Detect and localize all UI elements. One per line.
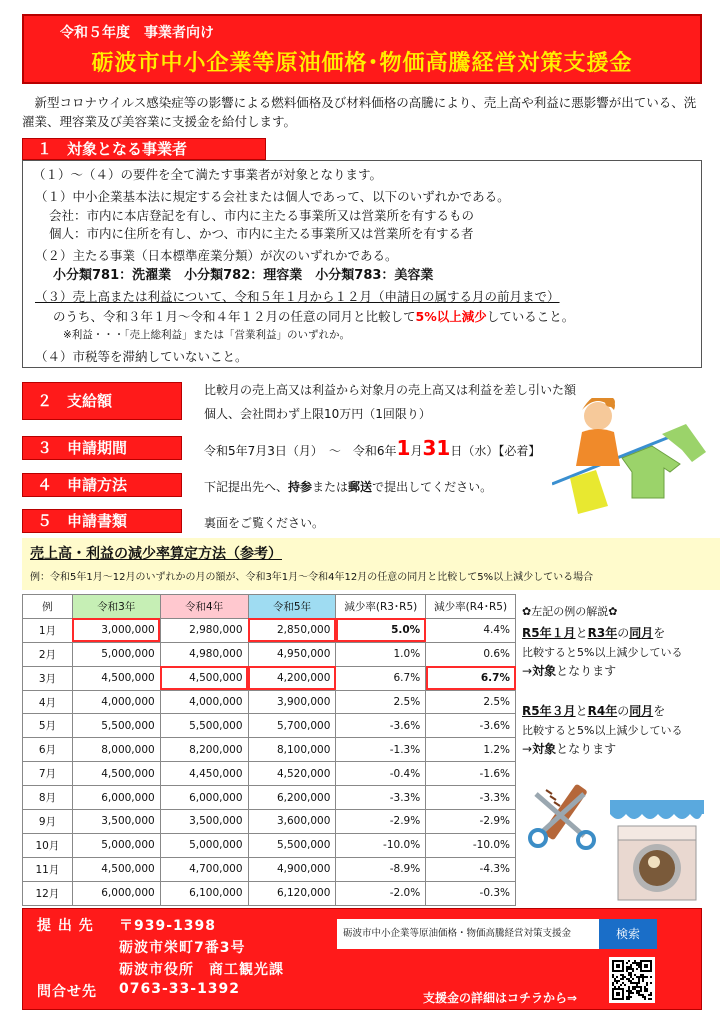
table-row [23,738,516,762]
value-cell: 3,500,000 [160,810,248,834]
req1-individual: 個人：市内に住所を有し、かつ、市内に主たる事業所又は営業所を有する者 [49,226,474,241]
postal-code: 〒939-1398 [119,918,216,934]
value-cell: -2.9% [426,810,516,834]
table-header-row [23,595,516,619]
col-r4: 令和4年 [160,595,248,619]
address: 砺波市栄町7番3号 [119,940,246,956]
qr-code[interactable] [609,957,655,1003]
section2-heading: ２ 支給額 [22,382,182,420]
amount-text-1: 比較月の売上高又は利益から対象月の売上高又は利益を差し引いた額 [204,383,577,397]
search-button[interactable]: 検索 [599,919,657,949]
office-name: 砺波市役所 商工観光課 [119,962,284,978]
title-banner [22,14,702,84]
value-cell: -3.3% [336,786,426,810]
section5-heading: ５ 申請書類 [22,509,182,533]
value-cell: 8,000,000 [72,738,160,762]
value-cell: 0.6% [426,642,516,666]
req3-note: ※利益・・・「売上総利益」または「営業利益」のいずれか。 [63,329,351,341]
col-rate-r4r5: 減少率(R4･R5) [426,595,516,619]
month-cell: 10月 [23,833,73,857]
value-cell: 6,120,000 [248,881,336,905]
value-cell: 4,520,000 [248,762,336,786]
value-cell: 5,500,000 [160,714,248,738]
reference-subtitle: 例：令和5年1月～12月のいずれかの月の額が、令和3年1月～令和4年12月の任意の同月と比較して5%以上減少している場合 [30,572,594,583]
col-r3: 令和3年 [72,595,160,619]
value-cell: 5,500,000 [72,714,160,738]
details-link[interactable]: 支援金の詳細はコチラから⇒ [423,991,578,1005]
washing-machine-icon [608,800,706,902]
contact-label: 問合せ先 [37,984,97,1000]
value-cell: -3.6% [336,714,426,738]
value-cell: -1.3% [336,738,426,762]
col-r5: 令和5年 [248,595,336,619]
qr-code-icon [612,960,652,1000]
eligibility-box [22,160,702,368]
table-row [23,762,516,786]
fiscal-year-label: 令和５年度 事業者向け [60,25,214,41]
value-cell: 4,980,000 [160,642,248,666]
page-title: 砺波市中小企業等原油価格･物価高騰経営対策支援金 [91,51,633,76]
value-cell: 6,100,000 [160,881,248,905]
value-cell: 5,000,000 [72,833,160,857]
value-cell: 4.4% [426,618,516,642]
month-cell: 7月 [23,762,73,786]
application-method: 下記提出先へ、持参または郵送で提出してください。 [204,480,493,494]
req1: （１）中小企業基本法に規定する会社または個人であって、以下のいずれかである。 [35,189,510,204]
value-cell: -3.6% [426,714,516,738]
amount-text-2: 個人、会社問わず上限10万円（1回限り） [204,407,431,421]
sparkle-icon: ✿ [522,605,532,618]
value-cell: 6,000,000 [160,786,248,810]
value-cell: 5,000,000 [72,642,160,666]
value-cell: 2,850,000 [248,618,336,642]
table-row [23,810,516,834]
value-cell: 6.7% [426,666,516,690]
value-cell: -2.0% [336,881,426,905]
decrease-threshold: 5%以上減少 [415,309,487,324]
table-row [23,714,516,738]
value-cell: -8.9% [336,857,426,881]
value-cell: 4,900,000 [248,857,336,881]
value-cell: 4,500,000 [72,762,160,786]
laundry-woman-illustration [552,398,716,522]
value-cell: 2.5% [426,690,516,714]
value-cell: -10.0% [336,833,426,857]
month-cell: 11月 [23,857,73,881]
section3-heading: ３ 申請期間 [22,436,182,460]
value-cell: 8,200,000 [160,738,248,762]
value-cell: 4,700,000 [160,857,248,881]
value-cell: 3,500,000 [72,810,160,834]
application-documents: 裏面をご覧ください。 [204,516,325,530]
value-cell: 2,980,000 [160,618,248,642]
value-cell: -0.4% [336,762,426,786]
section4-heading: ４ 申請方法 [22,473,182,497]
value-cell: 5,500,000 [248,833,336,857]
req3-detail: のうち、令和３年１月～令和４年１２月の任意の同月と比較して5%以上減少していること。 [53,309,575,324]
req2: （２）主たる事業（日本標準産業分類）が次のいずれかである。 [35,248,398,263]
scissors-comb-icon [522,774,602,854]
value-cell: 6,000,000 [72,881,160,905]
explanation-title: ✿左記の例の解説✿ [522,605,618,618]
req1-company: 会社：市内に本店登記を有し、市内に主たる事業所又は営業所を有するもの [49,208,475,223]
decrease-rate-table [22,594,516,906]
month-cell: 5月 [23,714,73,738]
section1-heading: １ 対象となる事業者 [22,138,266,160]
table-row [23,690,516,714]
value-cell: 4,000,000 [160,690,248,714]
req4: （４）市税等を滞納していないこと。 [35,349,248,364]
submit-label: 提 出 先 [37,918,94,934]
table-row [23,642,516,666]
application-period: 令和5年7月3日（月） ～ 令和6年1月31日（水）【必着】 [204,436,541,460]
value-cell: -0.3% [426,881,516,905]
explanation-a: R5年１月とR3年の同月を 比較すると5%以上減少している →対象となります [522,626,683,678]
month-cell: 12月 [23,881,73,905]
month-cell: 8月 [23,786,73,810]
search-input[interactable]: 砺波市中小企業等原油価格・物価高騰経営対策支援金 [337,919,599,949]
month-cell: 6月 [23,738,73,762]
req3: （３）売上高または利益について、令和５年１月から１２月（申請日の属する月の前月まで） [35,289,560,304]
month-cell: 1月 [23,618,73,642]
value-cell: -4.3% [426,857,516,881]
value-cell: -10.0% [426,833,516,857]
value-cell: 4,500,000 [72,857,160,881]
table-row [23,786,516,810]
month-cell: 4月 [23,690,73,714]
reference-box [22,538,720,590]
value-cell: 6.7% [336,666,426,690]
value-cell: 3,900,000 [248,690,336,714]
month-cell: 9月 [23,810,73,834]
value-cell: 5.0% [336,618,426,642]
value-cell: 5,000,000 [160,833,248,857]
value-cell: 4,950,000 [248,642,336,666]
value-cell: 6,000,000 [72,786,160,810]
value-cell: 6,200,000 [248,786,336,810]
table-row [23,881,516,905]
col-example: 例 [23,595,73,619]
value-cell: 2.5% [336,690,426,714]
sparkle-icon: ✿ [608,605,618,618]
value-cell: 1.2% [426,738,516,762]
col-rate-r3r5: 減少率(R3･R5) [336,595,426,619]
table-row [23,666,516,690]
req-intro: （１）～（４）の要件を全て満たす事業者が対象となります。 [33,167,383,182]
month-cell: 2月 [23,642,73,666]
value-cell: 4,200,000 [248,666,336,690]
value-cell: 4,000,000 [72,690,160,714]
value-cell: -3.3% [426,786,516,810]
value-cell: 1.0% [336,642,426,666]
value-cell: -2.9% [336,810,426,834]
value-cell: 8,100,000 [248,738,336,762]
req2-categories: 小分類781：洗濯業 小分類782：理容業 小分類783：美容業 [53,268,434,283]
reference-title: 売上高・利益の減少率算定方法（参考） [30,546,282,562]
value-cell: -1.6% [426,762,516,786]
table-row [23,833,516,857]
value-cell: 3,600,000 [248,810,336,834]
value-cell: 3,000,000 [72,618,160,642]
value-cell: 4,500,000 [160,666,248,690]
contact-footer [22,908,702,1010]
value-cell: 4,450,000 [160,762,248,786]
explanation-b: R5年３月とR4年の同月を 比較すると5%以上減少している →対象となります [522,704,683,756]
table-row [23,857,516,881]
phone-number: 0763-33-1392 [119,981,241,997]
intro-text: 新型コロナウイルス感染症等の影響による燃料価格及び材料価格の高騰により、売上高や利益に悪影響が出ている、洗濯業、理容業及び美容業に支援金を給付します。 [22,95,697,129]
month-cell: 3月 [23,666,73,690]
value-cell: 4,500,000 [72,666,160,690]
table-row [23,618,516,642]
value-cell: 5,700,000 [248,714,336,738]
